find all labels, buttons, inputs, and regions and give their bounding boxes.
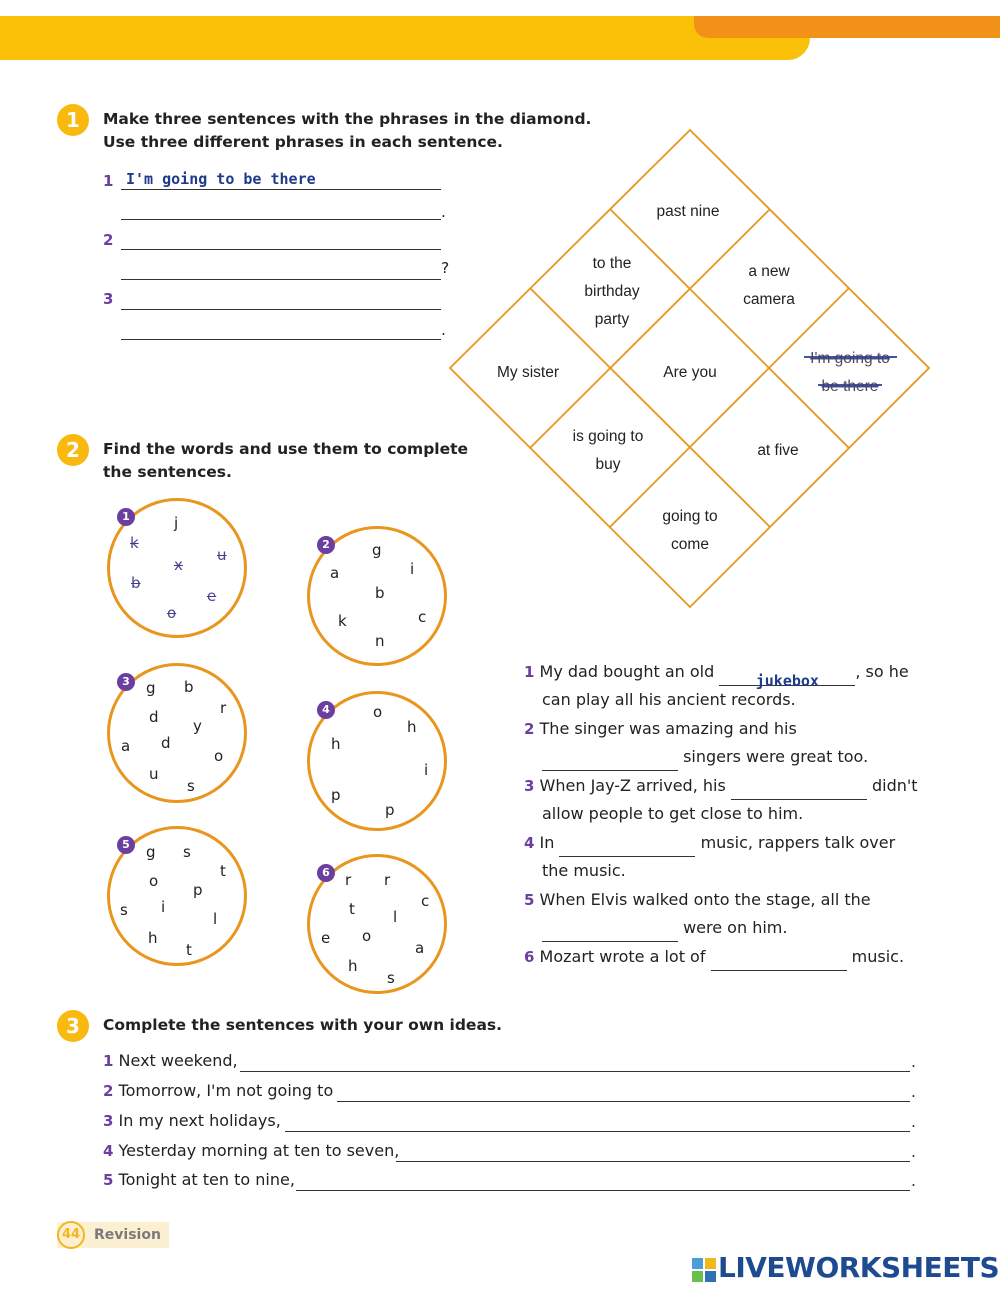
sentence-text: In my next holidays, bbox=[118, 1111, 281, 1130]
sentence-text: Yesterday morning at ten to seven, bbox=[118, 1141, 400, 1160]
sentence-text: Tonight at ten to nine, bbox=[118, 1170, 295, 1189]
answer-blank[interactable] bbox=[542, 752, 678, 771]
letter: l bbox=[393, 908, 398, 926]
circle-badge: 4 bbox=[317, 701, 335, 719]
item-number: 2 bbox=[524, 720, 535, 738]
item-number: 5 bbox=[524, 891, 535, 909]
exercise-2-instruction bbox=[103, 438, 468, 484]
diamond-cell: a new camera bbox=[743, 263, 795, 308]
letter: p bbox=[331, 786, 341, 804]
sentence-text: When Jay-Z arrived, his bbox=[539, 776, 726, 795]
diamond-cell: is going to buy bbox=[572, 428, 644, 473]
letter: y bbox=[193, 717, 202, 735]
circle-badge: 1 bbox=[117, 508, 135, 526]
item-number: 2 bbox=[103, 231, 114, 249]
letter: s bbox=[120, 901, 128, 919]
answer-text: jukebox bbox=[755, 672, 819, 690]
letter: t bbox=[220, 862, 226, 880]
diamond-cell-crossed: I'm going to be there bbox=[810, 350, 890, 395]
diamond-cell: past nine bbox=[656, 203, 720, 220]
sentence-text: didn't bbox=[871, 776, 918, 795]
end-punctuation: . bbox=[911, 1113, 916, 1131]
letter: j bbox=[174, 514, 179, 532]
letter: h bbox=[148, 929, 158, 947]
letter: g bbox=[146, 843, 156, 861]
letter: o bbox=[214, 747, 224, 765]
item-number: 3 bbox=[103, 290, 114, 308]
letter: o bbox=[149, 872, 159, 890]
sentence-1 bbox=[524, 658, 924, 714]
diamond-cell: at five bbox=[757, 442, 799, 459]
item-number: 1 bbox=[103, 172, 114, 190]
circle-badge: 3 bbox=[117, 673, 135, 691]
section-label: Revision bbox=[94, 1227, 161, 1243]
sentence-text: music. bbox=[851, 947, 905, 966]
circle-badge: 6 bbox=[317, 864, 335, 882]
sentence-text: The singer was amazing and his bbox=[539, 719, 797, 738]
letter: g bbox=[146, 679, 156, 697]
sentence-text: My dad bought an old bbox=[539, 662, 715, 681]
item-number: 2 bbox=[103, 1082, 114, 1100]
item-number: 4 bbox=[524, 834, 535, 852]
liveworksheets-logo-icon bbox=[692, 1258, 716, 1282]
letter: d bbox=[161, 734, 171, 752]
answer-blank[interactable] bbox=[559, 838, 695, 857]
letter: s bbox=[183, 843, 191, 861]
ex3-item bbox=[103, 1141, 399, 1165]
letter: i bbox=[410, 560, 415, 578]
diamond-cell: My sister bbox=[497, 364, 559, 381]
answer-line[interactable] bbox=[121, 279, 441, 280]
circle-badge: 5 bbox=[117, 836, 135, 854]
item-number: 4 bbox=[103, 1142, 114, 1160]
letter-crossed: b bbox=[131, 574, 141, 592]
letter-crossed: k bbox=[130, 534, 139, 552]
item-number: 3 bbox=[103, 1112, 114, 1130]
instruction-line: Find the words and use them to complete bbox=[103, 440, 469, 458]
sentence-text: the music. bbox=[542, 861, 626, 880]
letter: h bbox=[331, 735, 341, 753]
sentence-text: allow people to get close to him. bbox=[542, 804, 804, 823]
letter: b bbox=[184, 678, 194, 696]
answer-line[interactable] bbox=[396, 1161, 910, 1162]
letter: i bbox=[161, 898, 166, 916]
exercise-2-number: 2 bbox=[57, 434, 89, 466]
letter-crossed: e bbox=[207, 587, 217, 605]
liveworksheets-logo: LIVEWORKSHEETS bbox=[718, 1251, 1000, 1284]
answer-line[interactable] bbox=[121, 249, 441, 250]
ex3-item bbox=[103, 1111, 281, 1135]
sentence-3 bbox=[524, 772, 924, 828]
letter: b bbox=[375, 584, 385, 602]
sentence-text: were on him. bbox=[683, 918, 788, 937]
diamond-cell: going to come bbox=[662, 508, 718, 553]
sentence-text: Tomorrow, I'm not going to bbox=[118, 1081, 334, 1100]
letter: s bbox=[187, 777, 195, 795]
sentence-text: Next weekend, bbox=[118, 1051, 238, 1070]
sentence-text: singers were great too. bbox=[683, 747, 869, 766]
letter: r bbox=[345, 871, 352, 889]
ex3-item bbox=[103, 1081, 333, 1105]
letter: a bbox=[121, 737, 131, 755]
end-punctuation: . bbox=[911, 1143, 916, 1161]
letter: l bbox=[213, 910, 218, 928]
letter-crossed: x bbox=[174, 556, 183, 574]
answer-line[interactable] bbox=[121, 189, 441, 190]
letter-crossed: u bbox=[217, 546, 227, 564]
sentence-text: can play all his ancient records. bbox=[542, 690, 796, 709]
letter: o bbox=[373, 703, 383, 721]
letter: r bbox=[220, 699, 227, 717]
diamond-cell: to the birthday party bbox=[584, 255, 640, 328]
diamond-cell: Are you bbox=[663, 364, 717, 381]
letter: c bbox=[421, 892, 430, 910]
sentence-text: , so he bbox=[855, 662, 909, 681]
header-accent bbox=[694, 16, 1000, 38]
answer-line[interactable] bbox=[285, 1131, 910, 1132]
header-band bbox=[0, 16, 810, 60]
item-number: 3 bbox=[524, 777, 535, 795]
instruction-line: Use three different phrases in each sentence. bbox=[103, 133, 503, 151]
item-number: 1 bbox=[103, 1052, 114, 1070]
letter-crossed: o bbox=[167, 604, 177, 622]
sentence-text: When Elvis walked onto the stage, all the bbox=[539, 890, 871, 909]
sentence-2 bbox=[524, 715, 924, 771]
end-punctuation: . bbox=[441, 321, 446, 339]
instruction-line: the sentences. bbox=[103, 463, 232, 481]
letter: a bbox=[415, 939, 425, 957]
sentence-text: Mozart wrote a lot of bbox=[539, 947, 706, 966]
sentence-5 bbox=[524, 886, 924, 942]
answer-blank[interactable] bbox=[731, 781, 867, 800]
answer-text: I'm going to be there bbox=[126, 170, 316, 188]
exercise-3-number: 3 bbox=[57, 1010, 89, 1042]
item-number: 6 bbox=[524, 948, 535, 966]
sentence-text: music, rappers talk over bbox=[700, 833, 896, 852]
end-punctuation: . bbox=[441, 203, 446, 221]
circle-badge: 2 bbox=[317, 536, 335, 554]
sentence-4 bbox=[524, 829, 924, 885]
letter: p bbox=[193, 881, 203, 899]
letter: a bbox=[330, 564, 340, 582]
sentence-6 bbox=[524, 943, 924, 971]
letter: s bbox=[387, 969, 395, 987]
end-punctuation: ? bbox=[441, 259, 450, 277]
letter: k bbox=[338, 612, 347, 630]
answer-line[interactable] bbox=[296, 1190, 910, 1191]
letter: t bbox=[186, 941, 192, 959]
exercise-1-number: 1 bbox=[57, 104, 89, 136]
letter: n bbox=[375, 632, 385, 650]
letter: o bbox=[362, 927, 372, 945]
answer-blank[interactable] bbox=[719, 667, 855, 690]
answer-blank[interactable] bbox=[542, 923, 678, 942]
letter: r bbox=[384, 871, 391, 889]
end-punctuation: . bbox=[911, 1083, 916, 1101]
letter: p bbox=[385, 801, 395, 819]
end-punctuation: . bbox=[911, 1172, 916, 1190]
end-punctuation: . bbox=[911, 1053, 916, 1071]
letter: d bbox=[149, 708, 159, 726]
exercise-3-instruction: Complete the sentences with your own ideas. bbox=[103, 1016, 503, 1034]
answer-blank[interactable] bbox=[711, 952, 847, 971]
phrase-diamond bbox=[440, 120, 940, 620]
ex3-item bbox=[103, 1170, 295, 1194]
letter: e bbox=[321, 929, 331, 947]
letter: h bbox=[348, 957, 358, 975]
answer-line[interactable] bbox=[337, 1101, 910, 1102]
page-number: 44 bbox=[57, 1221, 85, 1249]
answer-line[interactable] bbox=[121, 339, 441, 340]
answer-line[interactable] bbox=[121, 309, 441, 310]
letter: u bbox=[149, 765, 159, 783]
letter: g bbox=[372, 541, 382, 559]
letter: h bbox=[407, 718, 417, 736]
instruction-line: Make three sentences with the phrases in the diamond. bbox=[103, 110, 592, 128]
letter: c bbox=[418, 608, 427, 626]
sentence-text: In bbox=[539, 833, 555, 852]
answer-line[interactable] bbox=[121, 219, 441, 220]
letter: i bbox=[424, 761, 429, 779]
answer-line[interactable] bbox=[240, 1071, 910, 1072]
item-number: 1 bbox=[524, 663, 535, 681]
item-number: 5 bbox=[103, 1171, 114, 1189]
letter: t bbox=[349, 900, 355, 918]
ex3-item bbox=[103, 1051, 238, 1075]
